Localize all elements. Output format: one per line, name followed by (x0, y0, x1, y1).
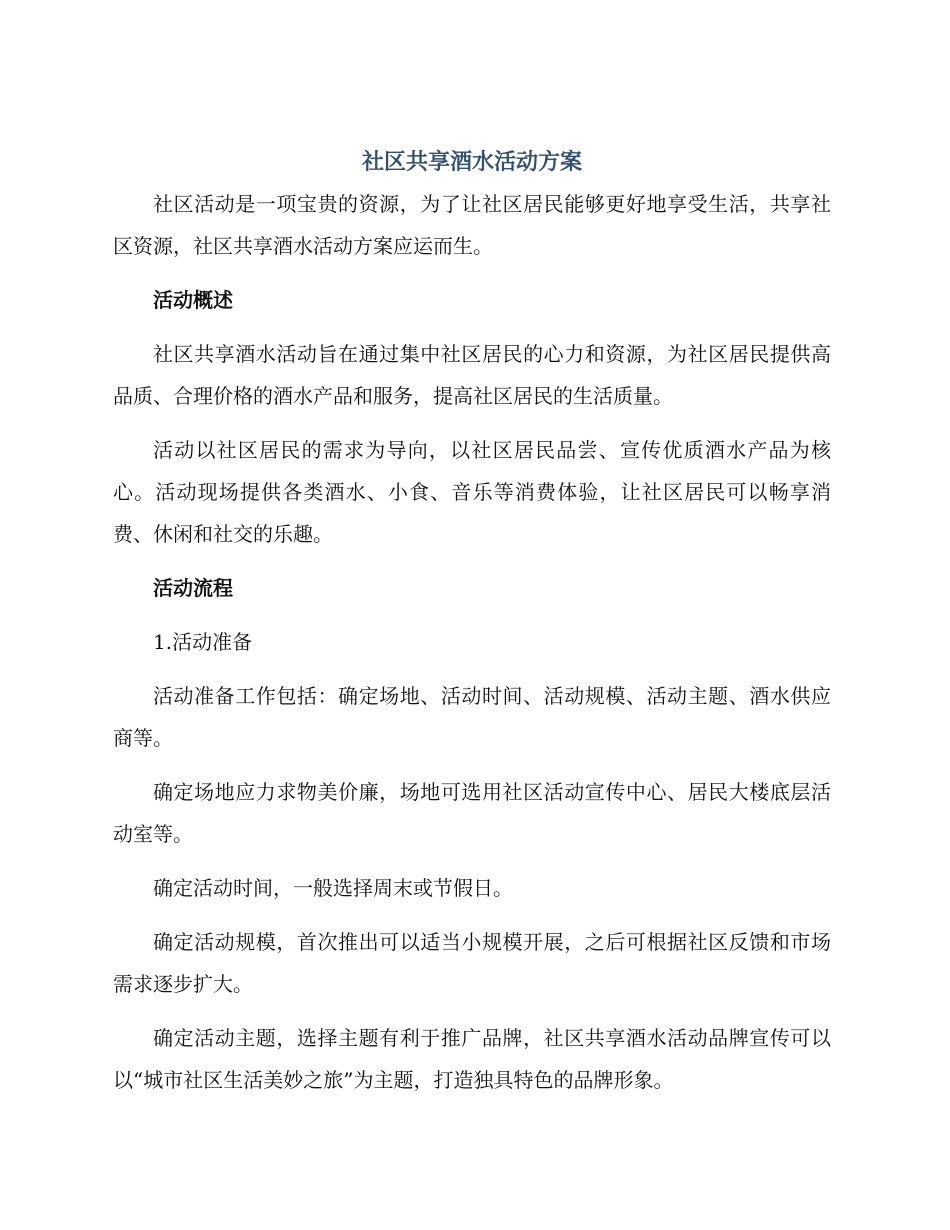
preparation-paragraph-4: 确定活动规模，首次推出可以适当小规模开展，之后可根据社区反馈和市场需求逐步扩大。 (113, 930, 831, 996)
preparation-paragraph-2: 确定场地应力求物美价廉，场地可选用社区活动宣传中心、居民大楼底层活动室等。 (113, 780, 831, 846)
preparation-paragraph-5: 确定活动主题，选择主题有利于推广品牌，社区共享酒水活动品牌宣传可以以“城市社区生活美妙之旅”为主题，打造独具特色的品牌形象。 (113, 1026, 831, 1092)
overview-paragraph-1: 社区共享酒水活动旨在通过集中社区居民的心力和资源，为社区居民提供高品质、合理价格的酒水产品和服务，提高社区居民的生活质量。 (113, 342, 831, 408)
document-page (113, 143, 831, 1101)
subsection-heading-preparation: 1.活动准备 (153, 630, 253, 654)
preparation-paragraph-1: 活动准备工作包括：确定场地、活动时间、活动规模、活动主题、酒水供应商等。 (113, 684, 831, 750)
intro-paragraph: 社区活动是一项宝贵的资源，为了让社区居民能够更好地享受生活，共享社区资源，社区共享酒水活动方案应运而生。 (113, 192, 831, 258)
overview-paragraph-2: 活动以社区居民的需求为导向，以社区居民品尝、宣传优质酒水产品为核心。活动现场提供各类酒水、小食、音乐等消费体验，让社区居民可以畅享消费、休闲和社交的乐趣。 (113, 438, 831, 546)
preparation-paragraph-3: 确定活动时间，一般选择周末或节假日。 (153, 876, 513, 900)
section-heading-process: 活动流程 (153, 576, 233, 600)
section-heading-overview: 活动概述 (153, 288, 233, 312)
document-title: 社区共享酒水活动方案 (361, 150, 582, 175)
